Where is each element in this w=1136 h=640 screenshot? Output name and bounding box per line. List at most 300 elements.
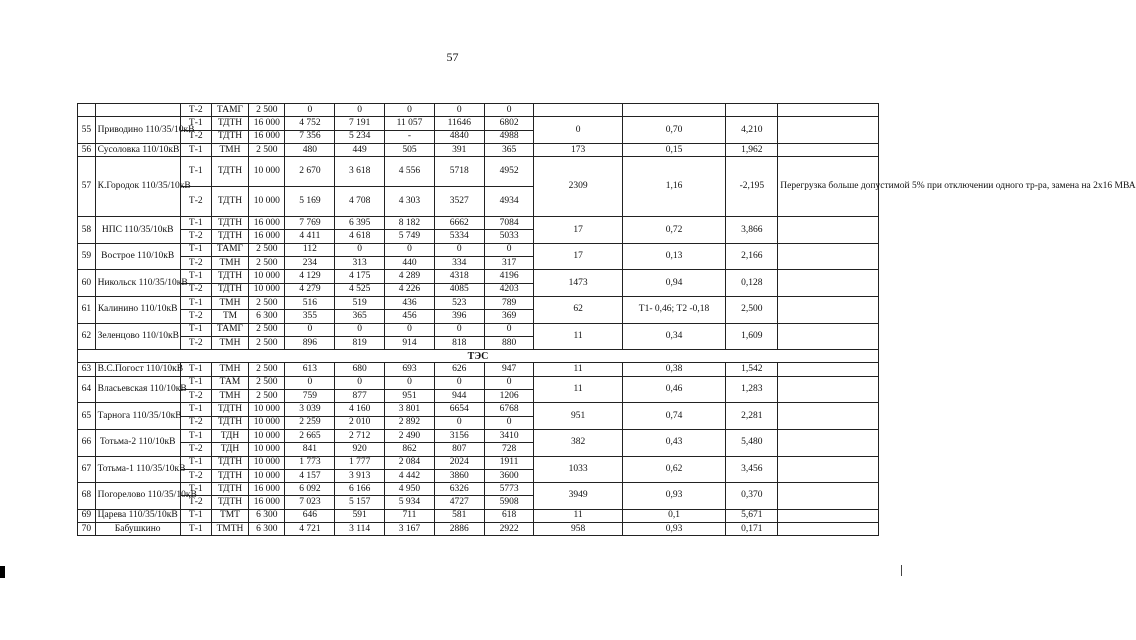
- col12-value: 11: [534, 509, 622, 522]
- row-number: 68: [78, 483, 96, 510]
- col12-value: 1473: [534, 270, 622, 297]
- load-value: 3527: [434, 187, 484, 217]
- transformer-power: 2 500: [249, 243, 285, 256]
- transformer-type: ТМН: [211, 143, 248, 156]
- load-value: 6 395: [335, 217, 385, 230]
- transformer-type: ТАМГ: [211, 104, 248, 117]
- load-value: 4 708: [335, 187, 385, 217]
- section-row: [78, 350, 879, 363]
- transformer-type: ТМН: [211, 363, 248, 376]
- note-cell: [778, 296, 879, 323]
- load-value: 4196: [484, 270, 534, 283]
- transformer-id: Т-1: [180, 157, 211, 187]
- transformer-type: ТДТН: [211, 187, 248, 217]
- load-value: 3860: [434, 469, 484, 482]
- table-row: [78, 323, 879, 336]
- note-cell: [778, 509, 879, 522]
- load-value: 4 950: [385, 483, 435, 496]
- table-row: [78, 523, 879, 536]
- load-value: 880: [484, 336, 534, 349]
- transformer-id: Т-1: [180, 523, 211, 536]
- load-value: 818: [434, 336, 484, 349]
- load-value: 2 665: [285, 429, 335, 442]
- transformer-power: 10 000: [249, 456, 285, 469]
- transformer-type: ТДТН: [211, 456, 248, 469]
- load-value: 2 259: [285, 416, 335, 429]
- load-value: 3 039: [285, 403, 335, 416]
- load-value: 456: [385, 310, 435, 323]
- transformer-type: ТДТН: [211, 130, 248, 143]
- load-value: 819: [335, 336, 385, 349]
- transformer-id: Т-1: [180, 403, 211, 416]
- load-value: 6326: [434, 483, 484, 496]
- load-value: 4 556: [385, 157, 435, 187]
- transformer-id: Т-1: [180, 376, 211, 389]
- transformer-id: Т-1: [180, 143, 211, 156]
- transformer-power: 2 500: [249, 143, 285, 156]
- table-row: [78, 117, 879, 130]
- load-value: 0: [484, 323, 534, 336]
- transformer-type: ТДТН: [211, 403, 248, 416]
- load-value: 1911: [484, 456, 534, 469]
- load-value: 0: [434, 243, 484, 256]
- load-value: 5 234: [335, 130, 385, 143]
- transformer-id: Т-1: [180, 217, 211, 230]
- load-value: 6768: [484, 403, 534, 416]
- load-value: 613: [285, 363, 335, 376]
- transformer-type: ТДН: [211, 429, 248, 442]
- col14-value: 2,500: [726, 296, 778, 323]
- load-value: 4 525: [335, 283, 385, 296]
- transformer-type: ТАМГ: [211, 323, 248, 336]
- col12-value: 11: [534, 323, 622, 350]
- col13-value: 0,15: [622, 143, 726, 156]
- load-value: 3156: [434, 429, 484, 442]
- transformer-type: ТАМ: [211, 376, 248, 389]
- col12-value: 382: [534, 429, 622, 456]
- row-number: 64: [78, 376, 96, 403]
- transformer-power: 2 500: [249, 363, 285, 376]
- load-value: 4 721: [285, 523, 335, 536]
- load-value: 505: [385, 143, 435, 156]
- col12-value: 3949: [534, 483, 622, 510]
- col13-value: 0,38: [622, 363, 726, 376]
- load-value: 11 057: [385, 117, 435, 130]
- substation-name: Царева 110/35/10кВ: [95, 509, 180, 522]
- transformer-type: ТДТН: [211, 469, 248, 482]
- transformer-power: 10 000: [249, 469, 285, 482]
- load-value: 1 777: [335, 456, 385, 469]
- load-value: 789: [484, 296, 534, 309]
- table-row: [78, 483, 879, 496]
- col12-value: 958: [534, 523, 622, 536]
- transformer-power: 2 500: [249, 376, 285, 389]
- substation-name: Вострое 110/10кВ: [95, 243, 180, 270]
- load-value: 951: [385, 390, 435, 403]
- load-value: 2 712: [335, 429, 385, 442]
- load-value: 5033: [484, 230, 534, 243]
- load-value: 317: [484, 257, 534, 270]
- load-value: 7 191: [335, 117, 385, 130]
- load-value: 334: [434, 257, 484, 270]
- transformer-type: ТМ: [211, 310, 248, 323]
- substation-name: Приводино 110/35/10кВ: [95, 117, 180, 144]
- load-value: 0: [434, 104, 484, 117]
- col12-value: 62: [534, 296, 622, 323]
- load-value: 396: [434, 310, 484, 323]
- load-value: 5334: [434, 230, 484, 243]
- substation-name: Тотьма-1 110/35/10кВ: [95, 456, 180, 483]
- transformer-power: 10 000: [249, 403, 285, 416]
- load-value: 5 157: [335, 496, 385, 509]
- col13-value: 0,74: [622, 403, 726, 430]
- load-value: 4727: [434, 496, 484, 509]
- load-value: 7 356: [285, 130, 335, 143]
- load-value: 449: [335, 143, 385, 156]
- col13-value: 0,1: [622, 509, 726, 522]
- load-value: 914: [385, 336, 435, 349]
- load-value: 0: [434, 323, 484, 336]
- load-value: 3 167: [385, 523, 435, 536]
- load-value: 6654: [434, 403, 484, 416]
- substation-name: [95, 104, 180, 117]
- load-value: 877: [335, 390, 385, 403]
- load-value: 0: [335, 104, 385, 117]
- row-number: 63: [78, 363, 96, 376]
- load-value: 896: [285, 336, 335, 349]
- load-value: 6802: [484, 117, 534, 130]
- note-cell: [778, 483, 879, 510]
- load-value: 7 023: [285, 496, 335, 509]
- load-value: 0: [385, 243, 435, 256]
- transformer-power: 2 500: [249, 104, 285, 117]
- col13-value: 0,93: [622, 523, 726, 536]
- load-value: 6 092: [285, 483, 335, 496]
- col14-value: 0,171: [726, 523, 778, 536]
- transformer-id: Т-1: [180, 243, 211, 256]
- load-value: 523: [434, 296, 484, 309]
- load-value: 2886: [434, 523, 484, 536]
- load-value: 313: [335, 257, 385, 270]
- load-value: 0: [385, 323, 435, 336]
- substation-name: Никольск 110/35/10кВ: [95, 270, 180, 297]
- col14-value: 2,166: [726, 243, 778, 270]
- transformer-id: Т-2: [180, 283, 211, 296]
- col12-value: [534, 104, 622, 117]
- row-number: 65: [78, 403, 96, 430]
- transformer-id: Т-2: [180, 104, 211, 117]
- load-value: 920: [335, 443, 385, 456]
- load-value: 4 303: [385, 187, 435, 217]
- load-value: 2024: [434, 456, 484, 469]
- load-value: 646: [285, 509, 335, 522]
- col14-value: 1,283: [726, 376, 778, 403]
- load-value: 516: [285, 296, 335, 309]
- transformer-power: 10 000: [249, 270, 285, 283]
- load-value: 0: [385, 376, 435, 389]
- transformer-type: ТАМГ: [211, 243, 248, 256]
- col12-value: 173: [534, 143, 622, 156]
- note-cell: [778, 270, 879, 297]
- transformer-power: 16 000: [249, 496, 285, 509]
- transformer-id: Т-2: [180, 336, 211, 349]
- load-value: 355: [285, 310, 335, 323]
- load-value: 4934: [484, 187, 534, 217]
- load-value: 5773: [484, 483, 534, 496]
- transformer-type: ТДТН: [211, 230, 248, 243]
- load-value: 4085: [434, 283, 484, 296]
- load-value: 2 892: [385, 416, 435, 429]
- table-row: [78, 456, 879, 469]
- note-cell: [778, 523, 879, 536]
- load-value: 4 289: [385, 270, 435, 283]
- transformer-power: 16 000: [249, 483, 285, 496]
- load-value: 2 010: [335, 416, 385, 429]
- load-value: 0: [335, 243, 385, 256]
- substation-name: Сусоловка 110/10кВ: [95, 143, 180, 156]
- transformer-power: 10 000: [249, 429, 285, 442]
- substation-name: Тотьма-2 110/10кВ: [95, 429, 180, 456]
- load-value: 4 411: [285, 230, 335, 243]
- substation-name: В.С.Погост 110/10кВ: [95, 363, 180, 376]
- col13-value: 0,70: [622, 117, 726, 144]
- load-value: 7 769: [285, 217, 335, 230]
- load-value: 11646: [434, 117, 484, 130]
- load-value: 944: [434, 390, 484, 403]
- load-value: 4988: [484, 130, 534, 143]
- load-value: 4 157: [285, 469, 335, 482]
- row-number: 56: [78, 143, 96, 156]
- load-value: 3600: [484, 469, 534, 482]
- transformer-power: 10 000: [249, 443, 285, 456]
- load-value: 391: [434, 143, 484, 156]
- col14-value: 0,128: [726, 270, 778, 297]
- load-value: 3 114: [335, 523, 385, 536]
- col14-value: 5,480: [726, 429, 778, 456]
- table-row: [78, 296, 879, 309]
- table-row: [78, 243, 879, 256]
- note-cell: [778, 117, 879, 144]
- row-number: 59: [78, 243, 96, 270]
- col12-value: 2309: [534, 157, 622, 217]
- load-value: 480: [285, 143, 335, 156]
- table-row: [78, 104, 879, 117]
- load-value: 0: [484, 376, 534, 389]
- load-value: 0: [335, 323, 385, 336]
- col13-value: Т1- 0,46; Т2 -0,18: [622, 296, 726, 323]
- note-cell: [778, 104, 879, 117]
- transformer-id: Т-1: [180, 270, 211, 283]
- row-number: 57: [78, 157, 96, 217]
- row-number: 70: [78, 523, 96, 536]
- load-value: 581: [434, 509, 484, 522]
- transformer-power: 16 000: [249, 130, 285, 143]
- load-value: -: [385, 130, 435, 143]
- col12-value: 0: [534, 117, 622, 144]
- substation-name: Тарнога 110/35/10кВ: [95, 403, 180, 430]
- load-value: 0: [285, 323, 335, 336]
- row-number: 60: [78, 270, 96, 297]
- load-value: 5718: [434, 157, 484, 187]
- transformer-type: ТДТН: [211, 283, 248, 296]
- load-value: 440: [385, 257, 435, 270]
- load-value: 6 166: [335, 483, 385, 496]
- note-cell: [778, 243, 879, 270]
- col13-value: 0,46: [622, 376, 726, 403]
- col12-value: 11: [534, 376, 622, 403]
- col12-value: 1033: [534, 456, 622, 483]
- substation-name: НПС 110/35/10кВ: [95, 217, 180, 244]
- transformer-id: Т-1: [180, 509, 211, 522]
- load-value: 841: [285, 443, 335, 456]
- load-value: 4840: [434, 130, 484, 143]
- load-value: 4 752: [285, 117, 335, 130]
- load-value: 626: [434, 363, 484, 376]
- load-value: 2 084: [385, 456, 435, 469]
- load-value: 3 913: [335, 469, 385, 482]
- load-value: 2 670: [285, 157, 335, 187]
- col14-value: 1,542: [726, 363, 778, 376]
- load-value: 5 169: [285, 187, 335, 217]
- transformer-id: Т-1: [180, 296, 211, 309]
- load-value: 0: [484, 416, 534, 429]
- row-number: 55: [78, 117, 96, 144]
- transformer-id: Т-1: [180, 456, 211, 469]
- transformer-power: 2 500: [249, 296, 285, 309]
- transformer-type: ТДТН: [211, 157, 248, 187]
- load-value: 4203: [484, 283, 534, 296]
- load-value: 436: [385, 296, 435, 309]
- load-value: 0: [285, 376, 335, 389]
- load-value: 369: [484, 310, 534, 323]
- col14-value: 4,210: [726, 117, 778, 144]
- note-cell: [778, 363, 879, 376]
- section-label: ТЭС: [78, 350, 879, 363]
- load-value: 807: [434, 443, 484, 456]
- load-value: 0: [484, 243, 534, 256]
- load-value: 4 129: [285, 270, 335, 283]
- col14-value: [726, 104, 778, 117]
- load-value: 4 160: [335, 403, 385, 416]
- note-cell: [778, 403, 879, 430]
- load-value: 1 773: [285, 456, 335, 469]
- transformer-power: 10 000: [249, 187, 285, 217]
- transformer-power: 16 000: [249, 230, 285, 243]
- load-value: 2 490: [385, 429, 435, 442]
- transformer-type: ТДТН: [211, 117, 248, 130]
- col13-value: 0,43: [622, 429, 726, 456]
- load-value: 6662: [434, 217, 484, 230]
- load-value: 5 934: [385, 496, 435, 509]
- load-value: 519: [335, 296, 385, 309]
- scan-edge-mark-right: [901, 565, 902, 576]
- transformer-id: Т-2: [180, 496, 211, 509]
- table-row: [78, 217, 879, 230]
- col14-value: 1,609: [726, 323, 778, 350]
- load-value: 3410: [484, 429, 534, 442]
- load-value: 365: [484, 143, 534, 156]
- transformer-power: 2 500: [249, 336, 285, 349]
- transformer-type: ТДТН: [211, 483, 248, 496]
- substation-name: Погорелово 110/35/10кВ: [95, 483, 180, 510]
- table-row: [78, 509, 879, 522]
- load-value: 4 226: [385, 283, 435, 296]
- note-cell: [778, 429, 879, 456]
- row-number: 61: [78, 296, 96, 323]
- load-value: 8 182: [385, 217, 435, 230]
- col14-value: -2,195: [726, 157, 778, 217]
- transformer-power: 16 000: [249, 117, 285, 130]
- note-cell: [778, 217, 879, 244]
- col13-value: [622, 104, 726, 117]
- load-value: 618: [484, 509, 534, 522]
- load-value: 759: [285, 390, 335, 403]
- transformer-id: Т-2: [180, 443, 211, 456]
- substation-name: Власьевская 110/10кВ: [95, 376, 180, 403]
- note-cell: Перегрузка больше допустимой 5% при отключении одного тр-ра, замена на 2х16 МВА: [778, 157, 879, 217]
- transformer-type: ТМН: [211, 296, 248, 309]
- load-value: 4 442: [385, 469, 435, 482]
- row-number: 67: [78, 456, 96, 483]
- col13-value: 1,16: [622, 157, 726, 217]
- col13-value: 0,72: [622, 217, 726, 244]
- transformer-id: Т-2: [180, 469, 211, 482]
- substation-name: Зеленцово 110/10кВ: [95, 323, 180, 350]
- transformer-type: ТМН: [211, 257, 248, 270]
- scan-edge-mark: [0, 566, 5, 578]
- transformer-power: 2 500: [249, 390, 285, 403]
- col14-value: 5,671: [726, 509, 778, 522]
- col14-value: 3,866: [726, 217, 778, 244]
- substations-table: [77, 103, 1136, 536]
- transformer-id: Т-2: [180, 416, 211, 429]
- transformer-type: ТДН: [211, 443, 248, 456]
- transformer-power: 6 300: [249, 509, 285, 522]
- transformer-power: 10 000: [249, 283, 285, 296]
- note-cell: [778, 456, 879, 483]
- substation-name: К.Городок 110/35/10кВ: [95, 157, 180, 217]
- col13-value: 0,94: [622, 270, 726, 297]
- transformer-type: ТДТН: [211, 416, 248, 429]
- table-row: [78, 270, 879, 283]
- load-value: 862: [385, 443, 435, 456]
- transformer-type: ТДТН: [211, 217, 248, 230]
- col12-value: 17: [534, 217, 622, 244]
- load-value: 693: [385, 363, 435, 376]
- col14-value: 0,370: [726, 483, 778, 510]
- load-value: 4318: [434, 270, 484, 283]
- load-value: 0: [434, 416, 484, 429]
- load-value: 591: [335, 509, 385, 522]
- substation-name: Калинино 110/10кВ: [95, 296, 180, 323]
- load-value: 0: [484, 104, 534, 117]
- transformer-id: Т-1: [180, 323, 211, 336]
- table-row: [78, 429, 879, 442]
- load-value: 5908: [484, 496, 534, 509]
- transformer-power: 16 000: [249, 217, 285, 230]
- transformer-id: Т-2: [180, 130, 211, 143]
- col12-value: 951: [534, 403, 622, 430]
- load-value: 4 618: [335, 230, 385, 243]
- transformer-power: 2 500: [249, 323, 285, 336]
- transformer-power: 10 000: [249, 157, 285, 187]
- load-value: 4 279: [285, 283, 335, 296]
- load-value: 4952: [484, 157, 534, 187]
- col13-value: 0,13: [622, 243, 726, 270]
- substation-name: Бабушкино: [95, 523, 180, 536]
- row-number: 58: [78, 217, 96, 244]
- row-number: 66: [78, 429, 96, 456]
